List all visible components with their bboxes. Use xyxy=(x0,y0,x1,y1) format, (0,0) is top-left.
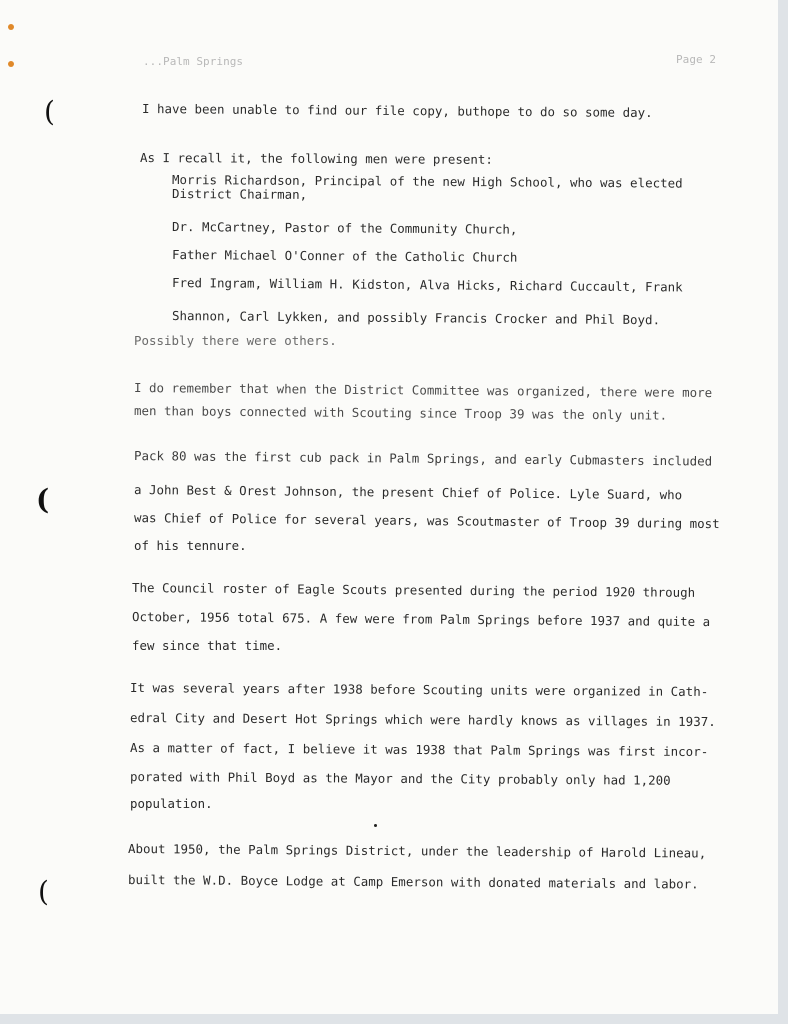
header-page-number: Page 2 xyxy=(676,53,717,66)
text-line: Fred Ingram, William H. Kidston, Alva Hicks, Richard Cuccault, Frank xyxy=(171,275,683,295)
text-line: few since that time. xyxy=(132,638,283,653)
header-left: ...Palm Springs xyxy=(143,55,244,68)
text-line: I have been unable to find our file copy, buthope to do so some day. xyxy=(141,101,653,121)
text-line: edral City and Desert Hot Springs which were hardly knows as villages in 1937. xyxy=(129,710,716,730)
text-line: I do remember that when the District Committee was organized, there were more xyxy=(133,380,713,401)
staple-mark-lower xyxy=(8,61,14,67)
text-line: population. xyxy=(130,796,213,811)
punch-hole-mark-bottom: ( xyxy=(38,875,49,908)
staple-mark-top xyxy=(8,24,14,30)
punch-hole-mark-middle: ( xyxy=(36,483,50,516)
text-line: Possibly there were others. xyxy=(134,333,337,348)
text-line: District Chairman, xyxy=(171,186,308,202)
text-line: was Chief of Police for several years, was Scoutmaster of Troop 39 during most xyxy=(133,510,720,532)
scan-edge-right xyxy=(778,0,788,1024)
text-line: a John Best & Orest Johnson, the present Chief of Police. Lyle Suard, who xyxy=(133,482,683,503)
text-line: Morris Richardson, Principal of the new High School, who was elected xyxy=(171,172,683,191)
text-line: men than boys connected with Scouting since Troop 39 was the only unit. xyxy=(133,403,668,423)
text-line: Father Michael O'Conner of the Catholic Church xyxy=(171,247,518,265)
text-line: October, 1956 total 675. A few were from Palm Springs before 1937 and quite a xyxy=(131,609,711,630)
text-line: Shannon, Carl Lykken, and possibly Francis Crocker and Phil Boyd. xyxy=(171,308,661,328)
text-line: Dr. McCartney, Pastor of the Community Church, xyxy=(171,219,518,237)
punch-hole-mark-top: ( xyxy=(44,95,55,128)
text-line: of his tennure. xyxy=(134,538,247,553)
text-line: built the W.D. Boyce Lodge at Camp Emerson with donated materials and labor. xyxy=(127,872,699,892)
text-line: About 1950, the Palm Springs District, under the leadership of Harold Lineau, xyxy=(127,841,707,861)
text-line: As a matter of fact, I believe it was 1938 that Palm Springs was first incor- xyxy=(129,740,709,760)
text-line: It was several years after 1938 before Scouting units were organized in Cath- xyxy=(129,680,709,700)
text-line: Pack 80 was the first cub pack in Palm Springs, and early Cubmasters included xyxy=(133,448,713,469)
scan-edge-bottom xyxy=(0,1014,788,1024)
text-line: porated with Phil Boyd as the Mayor and the City probably only had 1,200 xyxy=(129,769,671,788)
text-line: The Council roster of Eagle Scouts presented during the period 1920 through xyxy=(131,580,696,600)
text-line: As I recall it, the following men were present: xyxy=(139,150,494,167)
ink-speck xyxy=(374,824,377,827)
